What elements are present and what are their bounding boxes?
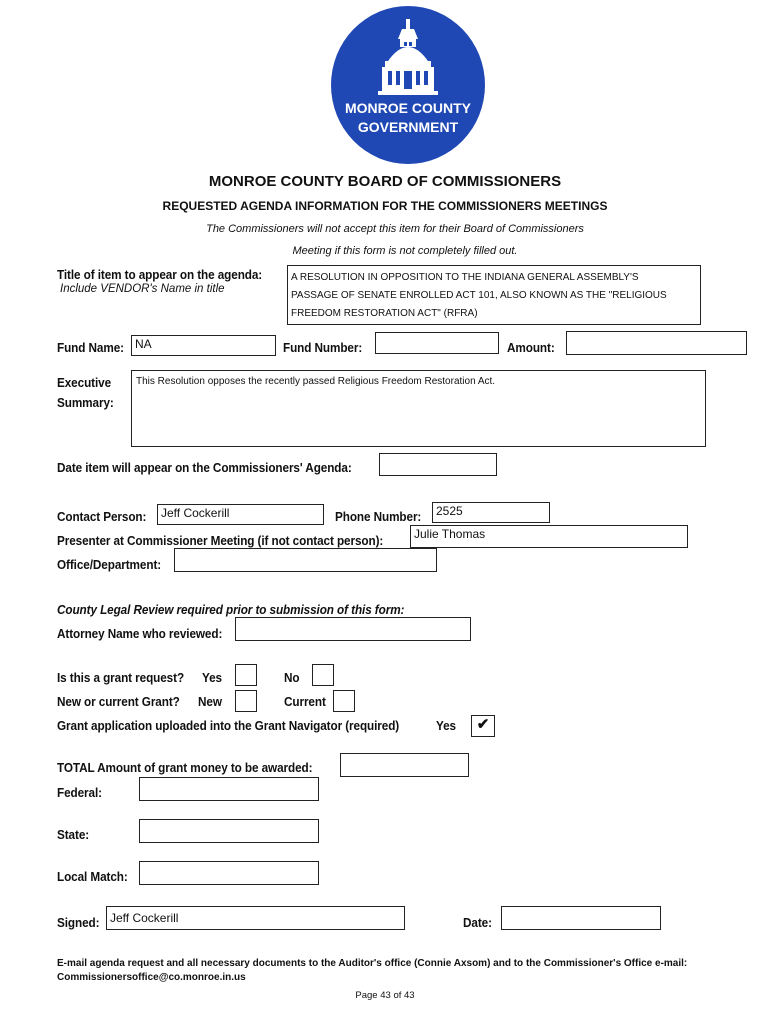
grant-yes-label: Yes [202, 671, 222, 685]
grant-navigator-checkbox[interactable]: ✔ [471, 715, 495, 737]
logo-line2: GOVERNMENT [357, 119, 459, 135]
presenter-label: Presenter at Commissioner Meeting (if not contact person): [57, 534, 384, 548]
footer-instructions-1: E-mail agenda request and all necessary documents to the Auditor's office (Connie Axsom) and to the Commissioner's Office e-mail: [57, 958, 688, 969]
page-number: Page 43 of 43 [355, 990, 415, 1001]
grant-no-label: No [284, 671, 300, 685]
county-logo [330, 5, 486, 165]
grant-current-checkbox[interactable] [333, 690, 355, 712]
presenter-field[interactable]: Julie Thomas [410, 525, 688, 548]
title-item-field[interactable] [287, 265, 701, 325]
amount-label: Amount: [507, 341, 555, 355]
title-item-sublabel: Include VENDOR's Name in title [60, 283, 225, 295]
grant-current-label: Current [284, 695, 326, 709]
grant-no-checkbox[interactable] [312, 664, 334, 686]
total-grant-amount-field[interactable] [340, 753, 469, 777]
local-match-label: Local Match: [57, 870, 128, 884]
grant-yes-checkbox[interactable] [235, 664, 257, 686]
attorney-name-label: Attorney Name who reviewed: [57, 627, 223, 641]
fund-name-field[interactable]: NA [131, 335, 276, 356]
summary-label-1: Executive [57, 376, 112, 390]
agenda-date-field[interactable] [379, 453, 497, 476]
signed-label: Signed: [57, 916, 100, 930]
attorney-name-field[interactable] [235, 617, 471, 641]
grant-navigator-label: Grant application uploaded into the Grant Navigator (required) [57, 719, 400, 733]
title-item-label: Title of item to appear on the agenda: [57, 268, 263, 282]
page-subtitle: REQUESTED AGENDA INFORMATION FOR THE COMMISSIONERS MEETINGS [162, 199, 608, 213]
federal-label: Federal: [57, 786, 102, 800]
phone-number-label: Phone Number: [335, 510, 422, 524]
grant-new-label: New [198, 695, 222, 709]
total-grant-amount-label: TOTAL Amount of grant money to be awarded: [57, 761, 313, 775]
title-item-line-3: FREEDOM RESTORATION ACT" (RFRA) [291, 308, 478, 319]
fund-number-label: Fund Number: [283, 341, 363, 355]
executive-summary-field[interactable] [131, 370, 706, 447]
new-current-grant-label: New or current Grant? [57, 695, 180, 709]
date-label: Date: [463, 916, 492, 930]
title-item-line-1: A RESOLUTION IN OPPOSITION TO THE INDIANA GENERAL ASSEMBLY'S [291, 272, 639, 283]
fund-number-field[interactable] [375, 332, 499, 354]
contact-person-label: Contact Person: [57, 510, 147, 524]
grant-navigator-yes-label: Yes [436, 719, 456, 733]
grant-new-checkbox[interactable] [235, 690, 257, 712]
date-field[interactable] [501, 906, 661, 930]
logo-seal [330, 5, 486, 165]
federal-field[interactable] [139, 777, 319, 801]
notice-line-1: The Commissioners will not accept this item for their Board of Commissioners [206, 223, 584, 235]
executive-summary-text: This Resolution opposes the recently passed Religious Freedom Restoration Act. [136, 376, 496, 387]
local-match-field[interactable] [139, 861, 319, 885]
logo-line1: MONROE COUNTY [345, 100, 471, 116]
grant-request-label: Is this a grant request? [57, 671, 185, 685]
fund-name-label: Fund Name: [57, 341, 124, 355]
title-item-line-2: PASSAGE OF SENATE ENROLLED ACT 101, ALSO KNOWN AS THE "RELIGIOUS [291, 290, 667, 301]
phone-number-field[interactable]: 2525 [432, 502, 550, 523]
office-department-label: Office/Department: [57, 558, 162, 572]
agenda-date-label: Date item will appear on the Commissioners' Agenda: [57, 461, 352, 475]
legal-review-heading: County Legal Review required prior to submission of this form: [57, 603, 405, 617]
contact-person-field[interactable]: Jeff Cockerill [157, 504, 324, 525]
page-title: MONROE COUNTY BOARD OF COMMISSIONERS [208, 173, 562, 190]
state-field[interactable] [139, 819, 319, 843]
signed-field[interactable]: Jeff Cockerill [106, 906, 405, 930]
notice-line-2: Meeting if this form is not completely filled out. [292, 245, 518, 257]
footer-instructions-email: Commissionersoffice@co.monroe.in.us [57, 972, 246, 983]
summary-label-2: Summary: [57, 396, 114, 410]
office-department-field[interactable] [174, 548, 437, 572]
amount-field[interactable] [566, 331, 747, 355]
state-label: State: [57, 828, 90, 842]
